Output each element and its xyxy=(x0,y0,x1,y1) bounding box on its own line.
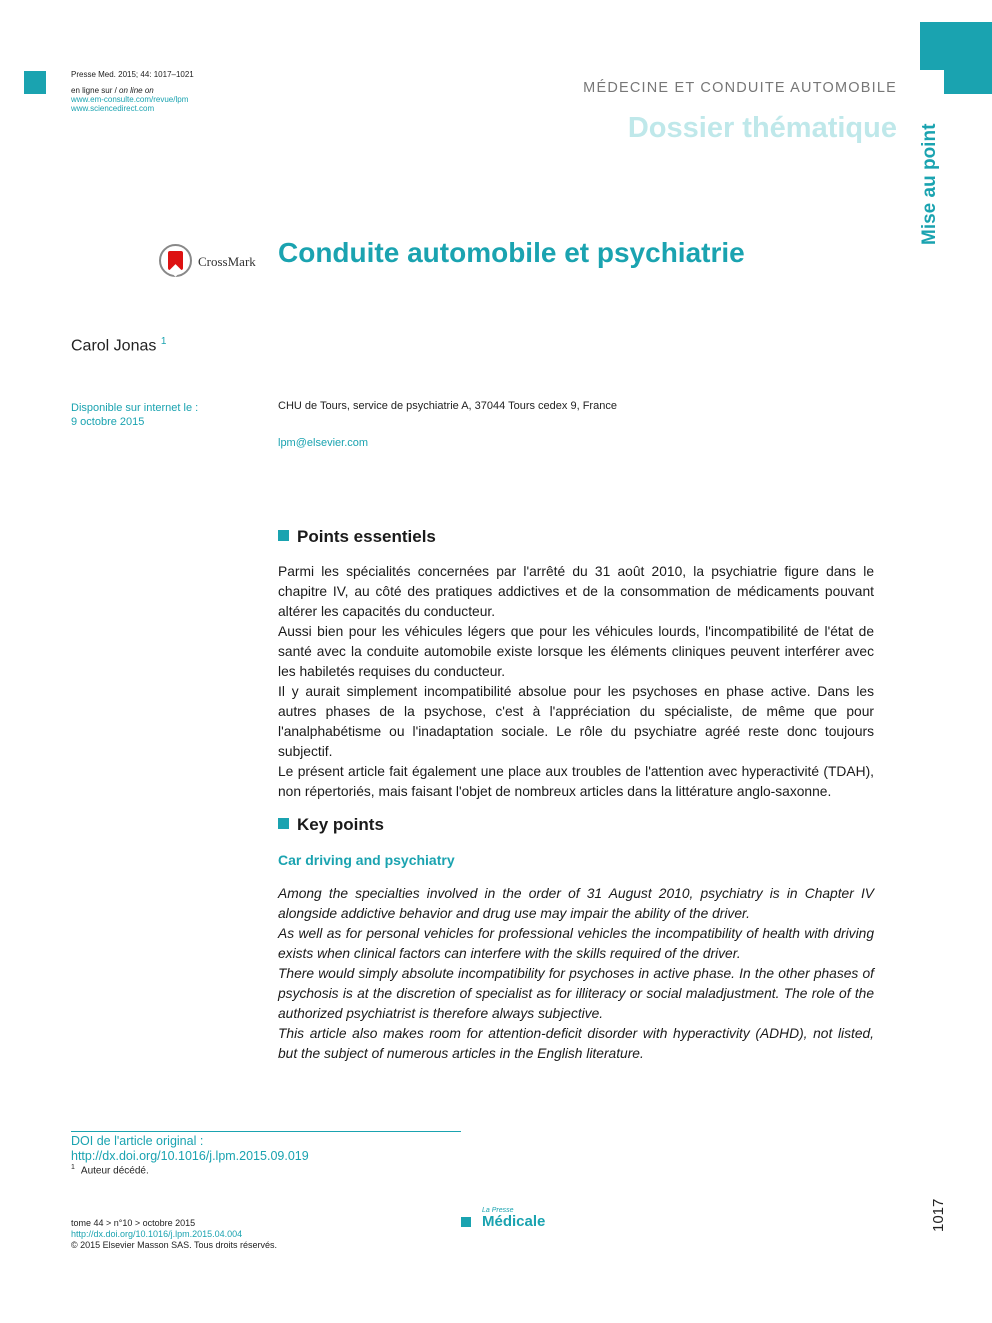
points-essentiels-body xyxy=(278,562,874,802)
article-type-tag: Mise au point xyxy=(919,123,940,245)
paragraph: Aussi bien pour les véhicules légers que pour les véhicules lourds, l'incompatibilité de l'état de santé avec la conduite automobile existe lorsque les éléments cliniques peuvent interférer avec les habiletés requises du conducteur. xyxy=(278,624,874,679)
issue-line: tome 44 > n°10 > octobre 2015 xyxy=(71,1218,196,1228)
author xyxy=(71,336,166,355)
section-kicker: MÉDECINE ET CONDUITE AUTOMOBILE xyxy=(583,80,897,96)
availability-label: Disponible sur internet le : xyxy=(71,402,199,414)
journal-logo xyxy=(461,1207,561,1233)
issue-info xyxy=(71,1218,277,1251)
footnote-text: Auteur décédé. xyxy=(80,1165,149,1177)
online-prefix: en ligne sur / xyxy=(71,86,120,95)
key-points-body xyxy=(278,884,874,1064)
paragraph: Le présent article fait également une place aux troubles de l'attention avec hyperactivité (TDAH), non répertoriés, mais faisant l'objet de nombreux articles dans la littérature anglo-saxonne. xyxy=(278,764,874,799)
paragraph: As well as for personal vehicles for professional vehicles the incompatibility of health with driving exists when clinical factors can interfere with the skills required of the driver. xyxy=(278,926,874,961)
availability-value: 9 octobre 2015 xyxy=(71,416,145,428)
logo-square-icon xyxy=(461,1217,471,1227)
paragraph: There would simply absolute incompatibility for psychoses in active phase. In the other phases of psychosis is at the discretion of specialist as for illiteracy or social maladjustment. The role of the authorized psychiatrist is therefore always subjective. xyxy=(278,966,874,1021)
footnote-mark: 1 xyxy=(71,1164,75,1171)
corner-square-mark xyxy=(24,71,46,94)
issue-doi-link[interactable]: http://dx.doi.org/10.1016/j.lpm.2015.04.004 xyxy=(71,1229,243,1239)
heading-square-icon xyxy=(278,818,289,829)
paragraph: Among the specialties involved in the order of 31 August 2010, psychiatry is in Chapter IV alongside addictive behavior and drug use may impair the ability of the driver. xyxy=(278,886,874,921)
key-points-subtitle: Car driving and psychiatry xyxy=(278,852,455,868)
points-essentiels-heading: Points essentiels xyxy=(278,527,436,547)
availability-date xyxy=(71,401,198,429)
original-doi-label: DOI de l'article original : xyxy=(71,1134,204,1148)
footnote xyxy=(71,1164,149,1176)
sciencedirect-link[interactable]: www.sciencedirect.com xyxy=(71,104,155,113)
dossier-label: Dossier thématique xyxy=(627,112,897,144)
journal-reference: Presse Med. 2015; 44: 1017–1021 xyxy=(71,70,194,79)
heading-square-icon xyxy=(278,530,289,541)
logo-big-text: Médicale xyxy=(482,1213,546,1230)
paragraph: Il y aurait simplement incompatibilité absolue pour les psychoses en phase active. Dans les autres phases de la psychose, c'est à l'appréciation du spécialiste, de même que pour l'analphabétisme ou l'inadaptation sociale. Le rôle du psychiatre agréé reste donc toujours subjectif. xyxy=(278,684,874,759)
affiliation: CHU de Tours, service de psychiatrie A, 37044 Tours cedex 9, France xyxy=(278,400,617,412)
online-en: on line on xyxy=(119,86,154,95)
paragraph: This article also makes room for attention-deficit disorder with hyperactivity (ADHD), not listed, but the subject of numerous articles in the English literature. xyxy=(278,1026,874,1061)
crossmark-label: CrossMark xyxy=(198,254,256,269)
copyright: © 2015 Elsevier Masson SAS. Tous droits réservés. xyxy=(71,1240,278,1250)
crossmark-icon xyxy=(159,244,192,277)
article-title: Conduite automobile et psychiatrie xyxy=(278,237,745,268)
footnote-divider xyxy=(71,1131,461,1132)
page-number: 1017 xyxy=(930,1198,947,1232)
email-link[interactable]: lpm@elsevier.com xyxy=(278,437,369,449)
crossmark-button[interactable] xyxy=(159,244,255,280)
author-footnote-mark[interactable]: 1 xyxy=(160,336,167,347)
corner-tab-notch xyxy=(920,70,944,94)
em-consulte-link[interactable]: www.em-consulte.com/revue/lpm xyxy=(71,95,189,104)
key-points-heading: Key points xyxy=(278,815,384,835)
author-name: Carol Jonas xyxy=(71,337,157,355)
paragraph: Parmi les spécialités concernées par l'arrêté du 31 août 2010, la psychiatrie figure dans le chapitre IV, au côté des pratiques addictives et de la consommation de médicaments pouvant altérer les capacités du conducteur. xyxy=(278,564,874,619)
online-links xyxy=(71,86,188,113)
logo-small-text: La Presse xyxy=(482,1207,514,1214)
original-doi-link[interactable]: http://dx.doi.org/10.1016/j.lpm.2015.09.019 xyxy=(71,1149,309,1163)
